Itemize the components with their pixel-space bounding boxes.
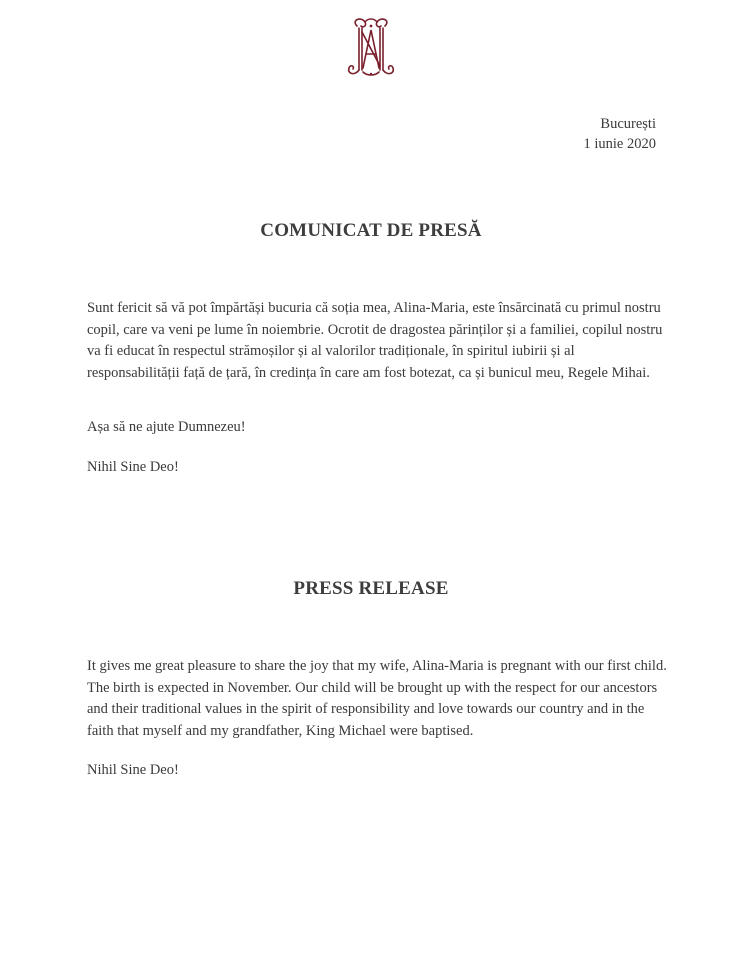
romanian-closing-line: Așa să ne ajute Dumnezeu! bbox=[87, 419, 246, 435]
romanian-motto-line: Nihil Sine Deo! bbox=[87, 459, 179, 475]
english-body-paragraph: It gives me great pleasure to share the joy that my wife, Alina-Maria is pregnant with our first child. The birth is expected in November. Our child will be brought up with the respect for our ancestors and their traditional values in the spirit of responsibility and love towards our country and in the faith that myself and my grandfather, King Michael were baptised. bbox=[87, 658, 667, 739]
royal-monogram-icon bbox=[337, 14, 405, 82]
date-text: 1 iunie 2020 bbox=[583, 136, 656, 152]
romanian-title: COMUNICAT DE PRESĂ bbox=[260, 220, 482, 241]
place-and-date bbox=[584, 114, 657, 154]
romanian-body-paragraph: Sunt fericit să vă pot împărtăși bucuria că soția mea, Alina-Maria, este însărcinată cu primul nostru copil, care va veni pe lume în noiembrie. Ocrotit de dragostea părinților și a familiei, copilul nostru va fi educat în respectul strămoșilor și al valorilor tradiționale, în spiritul iubirii și al responsabilității față de țară, în credința în care am fost botezat, ca și bunicul meu, Regele Mihai. bbox=[87, 300, 663, 381]
english-motto-line: Nihil Sine Deo! bbox=[87, 762, 179, 778]
place-text: București bbox=[600, 116, 656, 132]
english-title: PRESS RELEASE bbox=[293, 578, 449, 599]
